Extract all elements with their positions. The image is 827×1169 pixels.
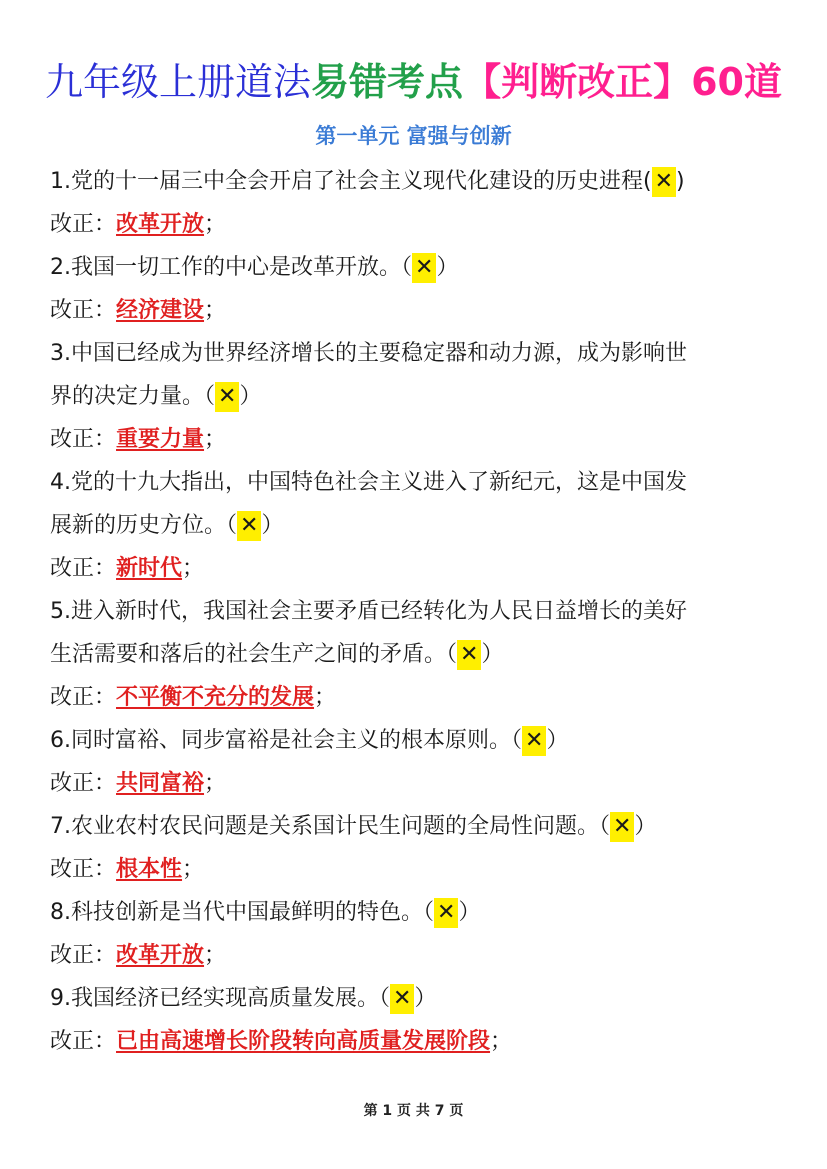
correction-line	[50, 848, 780, 891]
close-paren: ）	[261, 513, 284, 538]
question-text	[50, 891, 780, 934]
title-part-grade: 九年级上册道法	[45, 60, 312, 104]
correction-end: ；	[204, 298, 227, 323]
close-paren: ）	[239, 384, 262, 409]
wrong-mark-icon: ✕	[237, 511, 261, 541]
close-paren: ）	[436, 255, 459, 280]
question-text	[50, 160, 780, 203]
correction-answer: 新时代	[116, 556, 183, 581]
correction-end: ；	[314, 685, 337, 710]
correction-line	[50, 934, 780, 977]
question-line: 生活需要和落后的社会生产之间的矛盾。（	[50, 642, 458, 667]
page-footer: 第 1 页 共 7 页	[363, 1103, 464, 1119]
wrong-mark-icon: ✕	[434, 898, 458, 928]
correction-end: ；	[204, 212, 227, 237]
question-text	[50, 805, 780, 848]
correction-end: ；	[204, 427, 227, 452]
correction-label: 改正：	[50, 212, 117, 237]
close-paren: ）	[458, 900, 481, 925]
close-paren: ）	[481, 642, 504, 667]
question-line: 9.我国经济已经实现高质量发展。（	[50, 986, 390, 1011]
correction-answer: 经济建设	[116, 298, 205, 323]
wrong-mark-icon: ✕	[610, 812, 634, 842]
question-item	[50, 160, 780, 246]
wrong-mark-icon: ✕	[522, 726, 546, 756]
correction-answer: 根本性	[116, 857, 183, 882]
question-text	[50, 504, 780, 547]
correction-label: 改正：	[50, 1029, 117, 1054]
correction-line	[50, 289, 780, 332]
close-paren: ）	[414, 986, 437, 1011]
correction-end: ；	[182, 857, 205, 882]
correction-line	[50, 762, 780, 805]
question-line: 2.我国一切工作的中心是改革开放。（	[50, 255, 412, 280]
correction-answer: 已由高速增长阶段转向高质量发展阶段	[116, 1029, 491, 1054]
correction-label: 改正：	[50, 943, 117, 968]
question-item	[50, 332, 780, 461]
correction-answer: 共同富裕	[116, 771, 205, 796]
question-item	[50, 719, 780, 805]
question-text	[50, 633, 780, 676]
page-title	[0, 56, 827, 108]
correction-answer: 不平衡不充分的发展	[116, 685, 315, 710]
correction-label: 改正：	[50, 427, 117, 452]
question-item	[50, 590, 780, 719]
question-line: 5.进入新时代，我国社会主要矛盾已经转化为人民日益增长的美好	[50, 599, 687, 624]
question-line: 展新的历史方位。（	[50, 513, 238, 538]
correction-end: ；	[490, 1029, 513, 1054]
question-item	[50, 891, 780, 977]
question-item	[50, 805, 780, 891]
correction-answer: 改革开放	[116, 212, 205, 237]
unit-subtitle: 第一单元 富强与创新	[315, 124, 512, 148]
correction-label: 改正：	[50, 298, 117, 323]
correction-label: 改正：	[50, 685, 117, 710]
wrong-mark-icon: ✕	[412, 253, 436, 283]
title-part-topic: 易错考点	[311, 60, 464, 104]
correction-end: ；	[204, 943, 227, 968]
question-line: 8.科技创新是当代中国最鲜明的特色。（	[50, 900, 434, 925]
correction-end: ；	[204, 771, 227, 796]
correction-label: 改正：	[50, 857, 117, 882]
question-item	[50, 977, 780, 1063]
question-text	[50, 719, 780, 762]
title-part-type: 【判断改正】60道	[463, 60, 782, 104]
close-paren: ）	[634, 814, 657, 839]
close-paren: ）	[546, 728, 569, 753]
wrong-mark-icon: ✕	[652, 167, 676, 197]
question-item	[50, 246, 780, 332]
question-text	[50, 590, 780, 633]
question-text	[50, 461, 780, 504]
question-list	[50, 160, 780, 1063]
question-text	[50, 332, 780, 375]
correction-end: ；	[182, 556, 205, 581]
wrong-mark-icon: ✕	[390, 984, 414, 1014]
question-item	[50, 461, 780, 590]
question-text	[50, 246, 780, 289]
question-line: 界的决定力量。（	[50, 384, 216, 409]
correction-line	[50, 203, 780, 246]
close-paren: )	[676, 169, 685, 194]
question-line: 1.党的十一届三中全会开启了社会主义现代化建设的历史进程(	[50, 169, 652, 194]
question-line: 4.党的十九大指出，中国特色社会主义进入了新纪元，这是中国发	[50, 470, 687, 495]
question-line: 3.中国已经成为世界经济增长的主要稳定器和动力源，成为影响世	[50, 341, 687, 366]
question-line: 6.同时富裕、同步富裕是社会主义的根本原则。（	[50, 728, 522, 753]
correction-line	[50, 676, 780, 719]
question-text	[50, 977, 780, 1020]
correction-answer: 改革开放	[116, 943, 205, 968]
question-text	[50, 375, 780, 418]
wrong-mark-icon: ✕	[457, 640, 481, 670]
correction-line	[50, 547, 780, 590]
correction-label: 改正：	[50, 771, 117, 796]
correction-answer: 重要力量	[116, 427, 205, 452]
correction-line	[50, 418, 780, 461]
correction-label: 改正：	[50, 556, 117, 581]
question-line: 7.农业农村农民问题是关系国计民生问题的全局性问题。（	[50, 814, 610, 839]
correction-line	[50, 1020, 780, 1063]
wrong-mark-icon: ✕	[215, 382, 239, 412]
